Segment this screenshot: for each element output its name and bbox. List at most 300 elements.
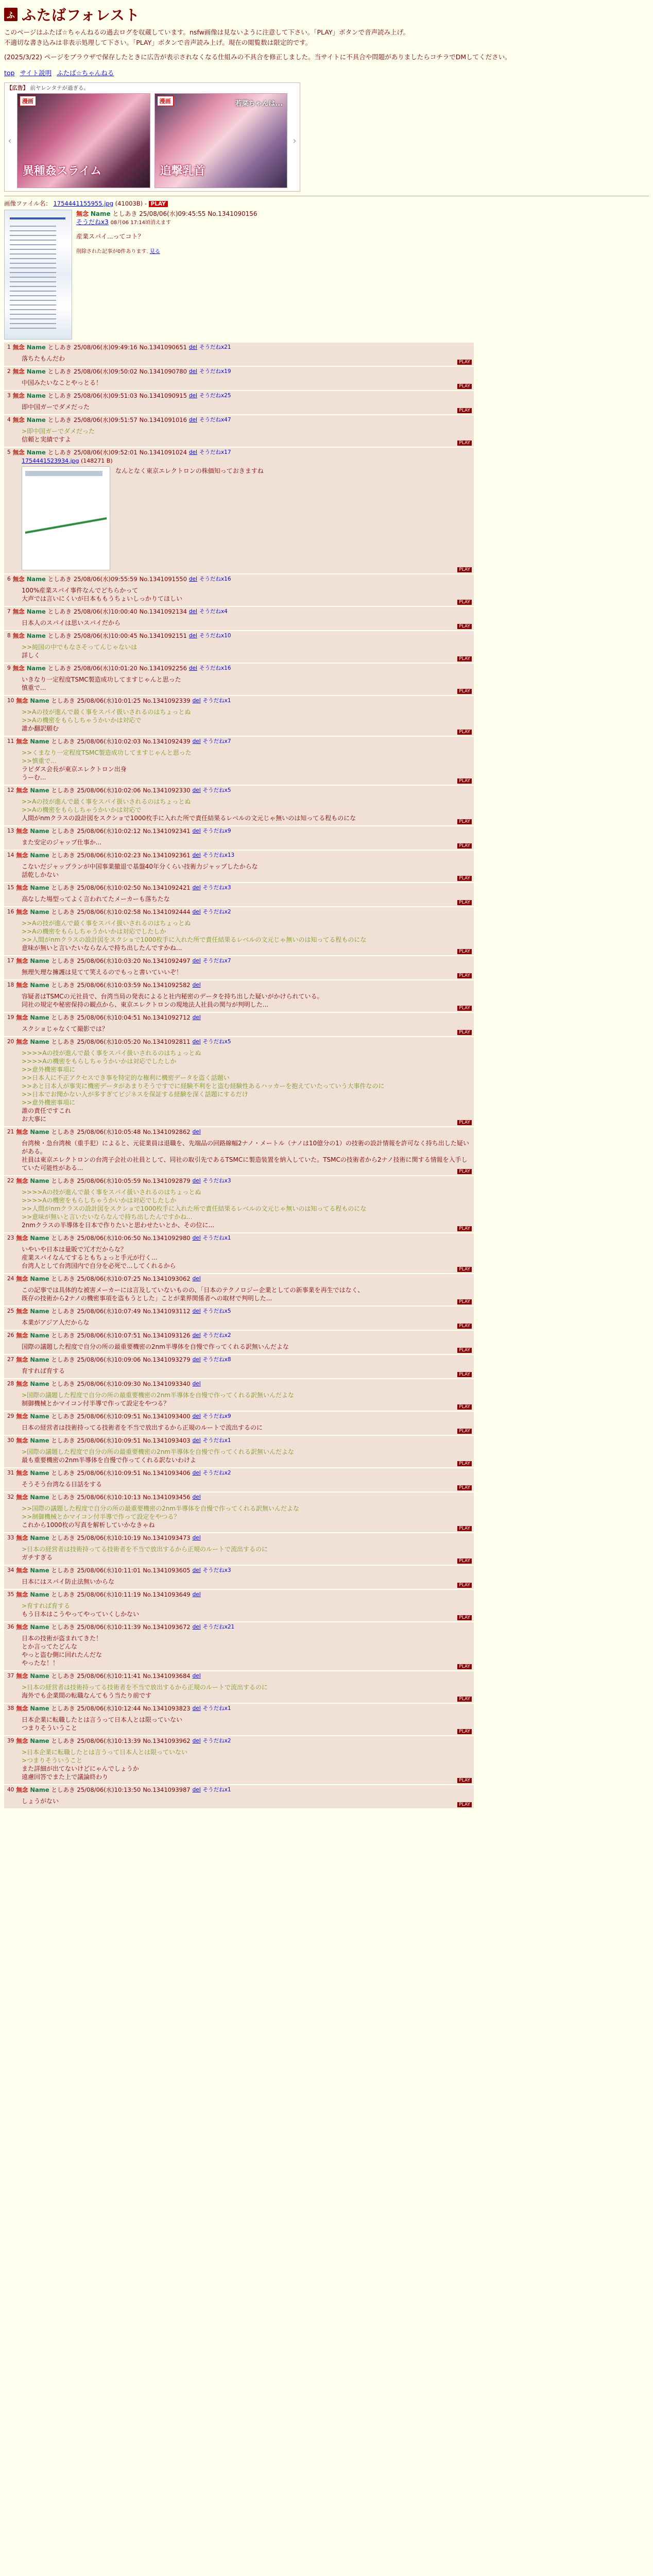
sodane-button[interactable]: そうだねx5 xyxy=(202,1039,231,1045)
post-number: 26 xyxy=(7,1332,14,1338)
play-button[interactable]: PLAY xyxy=(457,1558,472,1564)
reply-post xyxy=(4,1379,474,1411)
post-header xyxy=(7,344,471,351)
sodane-button[interactable]: そうだねx2 xyxy=(202,909,231,915)
post-id[interactable]: No.1341092712 xyxy=(143,1014,191,1021)
post-name: Name xyxy=(30,1038,49,1045)
post-name: Name xyxy=(30,1437,49,1444)
nav-top-link[interactable]: top xyxy=(4,69,15,77)
play-button[interactable]: PLAY xyxy=(457,1664,472,1669)
post-subject: 無念 xyxy=(16,1437,28,1444)
post-id[interactable]: No.1341093962 xyxy=(143,1737,191,1744)
delete-link[interactable]: del xyxy=(188,608,197,615)
post-body xyxy=(22,838,471,846)
delete-link[interactable]: del xyxy=(192,1437,201,1444)
post-name: Name xyxy=(30,1308,49,1315)
sodane-button[interactable]: そうだねx7 xyxy=(202,738,231,744)
op-meta xyxy=(76,210,257,227)
reply-post xyxy=(4,448,474,573)
delete-link[interactable]: del xyxy=(192,1332,201,1338)
post-name: Name xyxy=(30,1469,49,1477)
delete-link[interactable]: del xyxy=(192,982,201,988)
post-header xyxy=(7,1705,471,1713)
post-subject: 無念 xyxy=(16,1534,28,1541)
play-button[interactable]: PLAY xyxy=(457,843,472,849)
delete-link[interactable]: del xyxy=(192,885,201,891)
op-file-line xyxy=(4,199,649,208)
play-button[interactable]: PLAY xyxy=(457,600,472,605)
play-button[interactable]: PLAY xyxy=(457,876,472,881)
post-id[interactable]: No.1341091024 xyxy=(139,449,187,456)
play-button[interactable]: PLAY xyxy=(457,819,472,824)
post-text: 誰の責任ですこれ お大事に xyxy=(22,1107,72,1123)
delete-link[interactable]: del xyxy=(192,1308,201,1314)
reply-post xyxy=(4,1355,474,1378)
op-image[interactable] xyxy=(4,210,72,340)
play-button[interactable]: PLAY xyxy=(457,730,472,735)
post-body xyxy=(22,992,471,1009)
post-name: Name xyxy=(30,957,49,964)
post-body xyxy=(22,1391,471,1408)
post-number: 29 xyxy=(7,1413,14,1419)
sodane-button[interactable]: そうだねx2 xyxy=(202,1332,231,1338)
post-subject: 無念 xyxy=(16,1705,28,1712)
post-subject: 無念 xyxy=(16,1591,28,1598)
post-number: 3 xyxy=(7,393,11,399)
post-date: 25/08/06(水)10:13:50 xyxy=(77,1786,141,1793)
post-user: としあき xyxy=(51,1014,75,1021)
sodane-button[interactable]: そうだねx13 xyxy=(202,852,235,858)
delete-link[interactable]: del xyxy=(192,1276,201,1282)
post-user: としあき xyxy=(51,1380,75,1387)
sodane-button[interactable]: そうだねx3 xyxy=(202,1567,231,1573)
post-header xyxy=(7,632,471,640)
reply-post xyxy=(4,1233,474,1273)
post-user: としあき xyxy=(51,1275,75,1282)
ad-thumbnail[interactable] xyxy=(154,93,288,188)
deleted-text: 削除された記事が0件あります. xyxy=(76,249,148,255)
post-header xyxy=(7,368,471,376)
nav-about-link[interactable]: サイト説明 xyxy=(20,69,52,77)
post-body xyxy=(22,675,471,692)
post-subject: 無念 xyxy=(12,632,25,639)
sodane-button[interactable]: そうだねx1 xyxy=(202,1437,231,1444)
delete-link[interactable]: del xyxy=(192,1235,201,1241)
post-id[interactable]: No.1341090915 xyxy=(139,392,187,399)
post-id[interactable]: No.1341093823 xyxy=(143,1705,191,1712)
sodane-button[interactable]: そうだねx5 xyxy=(202,1308,231,1314)
post-name: Name xyxy=(30,697,49,704)
play-button[interactable]: PLAY xyxy=(457,1030,472,1035)
post-header xyxy=(7,1672,471,1680)
sodane-button[interactable]: そうだねx19 xyxy=(199,368,231,375)
delete-link[interactable]: del xyxy=(192,1413,201,1419)
post-id[interactable]: No.1341093987 xyxy=(143,1786,191,1793)
post-id[interactable]: No.1341093062 xyxy=(143,1275,191,1282)
post-id[interactable]: No.1341092151 xyxy=(139,632,187,639)
delete-link[interactable]: del xyxy=(192,1470,201,1476)
post-id[interactable]: No.1341091016 xyxy=(139,416,187,423)
post-number: 22 xyxy=(7,1178,14,1184)
delete-link[interactable]: del xyxy=(188,633,197,639)
play-button[interactable]: PLAY xyxy=(457,1299,472,1304)
show-deleted-link[interactable]: 見る xyxy=(149,249,160,255)
post-id[interactable]: No.1341092421 xyxy=(143,884,191,891)
delete-link[interactable]: del xyxy=(192,1357,201,1363)
post-user: としあき xyxy=(47,368,72,375)
sodane-button[interactable]: そうだねx3 xyxy=(76,218,109,226)
sodane-button[interactable]: そうだねx16 xyxy=(199,665,231,671)
reply-post xyxy=(4,883,474,906)
post-id[interactable]: No.1341092330 xyxy=(143,787,191,794)
post-id[interactable]: No.1341093340 xyxy=(143,1380,191,1387)
play-button[interactable]: PLAY xyxy=(457,1802,472,1807)
sodane-button[interactable]: そうだねx9 xyxy=(202,828,231,834)
play-button[interactable]: PLAY xyxy=(457,440,472,446)
post-id[interactable]: No.1341093684 xyxy=(143,1672,191,1680)
post-text: 日本企業に転職したとは言うって日本人とは限っていない つまりそういうこと xyxy=(22,1716,183,1732)
post-body xyxy=(22,1683,471,1700)
post-text: 本業がアジア人だからな xyxy=(22,1319,90,1326)
post-number: 35 xyxy=(7,1591,14,1598)
reply-post xyxy=(4,1037,474,1126)
post-subject: 無念 xyxy=(16,1177,28,1184)
post-id[interactable]: No.1341093403 xyxy=(143,1437,191,1444)
sodane-button[interactable]: そうだねx5 xyxy=(202,787,231,793)
play-button[interactable]: PLAY xyxy=(457,1404,472,1410)
delete-link[interactable]: del xyxy=(192,1494,201,1500)
post-text: スクショじゃなくて撮影では？ xyxy=(22,1025,108,1032)
post-id[interactable]: No.1341092582 xyxy=(143,981,191,989)
delete-link[interactable]: del xyxy=(192,1673,201,1679)
nav-futaba-link[interactable]: ふたば☆ちゃんねる xyxy=(57,69,114,77)
delete-link[interactable]: del xyxy=(192,828,201,834)
delete-link[interactable]: del xyxy=(192,1014,201,1021)
post-number: 28 xyxy=(7,1381,14,1387)
post-id[interactable]: No.1341092134 xyxy=(139,608,187,615)
post-name: Name xyxy=(30,1786,49,1793)
play-button[interactable]: PLAY xyxy=(457,567,472,572)
post-number: 15 xyxy=(7,885,14,891)
post-user: としあき xyxy=(51,957,75,964)
quote-text: >>Aの技が進んで最く事をスパイ扱いされるのはちょっとぬ >>Aの機密をもらしちゃうかいかは対応で xyxy=(22,798,191,814)
post-id[interactable]: No.1341093456 xyxy=(143,1494,191,1501)
post-id[interactable]: No.1341090780 xyxy=(139,368,187,375)
play-button[interactable]: PLAY xyxy=(457,1348,472,1353)
play-button[interactable]: PLAY xyxy=(457,1169,472,1174)
delete-link[interactable]: del xyxy=(188,368,197,375)
ad-thumbnail[interactable] xyxy=(17,93,150,188)
play-button[interactable]: PLAY xyxy=(457,1429,472,1434)
post-name: Name xyxy=(30,1332,49,1339)
post-date: 25/08/06(水)09:51:57 xyxy=(73,416,138,423)
reply-post xyxy=(4,1785,474,1808)
post-subject: 無念 xyxy=(16,697,28,704)
play-button[interactable]: PLAY xyxy=(457,1583,472,1588)
post-header xyxy=(7,665,471,672)
post-user: としあき xyxy=(51,1308,75,1315)
post-subject: 無念 xyxy=(12,392,25,399)
delete-link[interactable]: del xyxy=(192,787,201,793)
delete-link[interactable]: del xyxy=(188,344,197,350)
play-button[interactable]: PLAY xyxy=(457,1697,472,1702)
post-body xyxy=(22,895,471,903)
post-subject: 無念 xyxy=(16,1469,28,1477)
post-id[interactable]: No.1341092811 xyxy=(143,1038,191,1045)
sodane-button[interactable]: そうだねx4 xyxy=(199,608,228,615)
play-button[interactable]: PLAY xyxy=(457,900,472,905)
quote-text: >>国際の議題した程度で自分の所の最重要機密の2nm半導体を自慢で作ってくれる訳無いんだよな >>制御機械とかマイコン付半導で作って設定をやつる？ xyxy=(22,1505,300,1520)
post-id[interactable]: No.1341093279 xyxy=(143,1356,191,1363)
post-id[interactable]: No.1341093406 xyxy=(143,1469,191,1477)
post-date: 25/08/06(水)10:11:19 xyxy=(77,1591,141,1598)
sodane-button[interactable]: そうだねx2 xyxy=(202,1470,231,1476)
post-id[interactable]: No.1341092862 xyxy=(143,1128,191,1136)
delete-link[interactable]: del xyxy=(188,665,197,671)
play-button[interactable]: PLAY xyxy=(457,1324,472,1329)
delete-link[interactable]: del xyxy=(192,1039,201,1045)
post-id[interactable]: No.1341092980 xyxy=(143,1234,191,1242)
post-user: としあき xyxy=(51,852,75,859)
delete-link[interactable]: del xyxy=(192,958,201,964)
play-button[interactable]: PLAY xyxy=(457,408,472,413)
post-body xyxy=(22,1025,471,1033)
post-image[interactable] xyxy=(22,466,110,570)
sodane-button[interactable]: そうだねx21 xyxy=(199,344,231,350)
delete-link[interactable]: del xyxy=(192,1591,201,1598)
delete-link[interactable]: del xyxy=(192,1178,201,1184)
play-button[interactable]: PLAY xyxy=(457,1120,472,1125)
post-id[interactable]: No.1341092444 xyxy=(143,908,191,916)
post-date: 25/08/06(水)10:12:44 xyxy=(77,1705,141,1712)
delete-link[interactable]: del xyxy=(188,417,197,423)
post-user: としあき xyxy=(51,981,75,989)
reply-post xyxy=(4,1436,474,1467)
post-name: Name xyxy=(30,1128,49,1136)
post-file-link[interactable]: 1754441523934.jpg xyxy=(22,457,79,464)
delete-link[interactable]: del xyxy=(192,1787,201,1793)
sodane-button[interactable]: そうだねx1 xyxy=(202,1787,231,1793)
post-name: Name xyxy=(26,416,46,423)
play-button[interactable]: PLAY xyxy=(457,1615,472,1620)
play-button[interactable]: PLAY xyxy=(457,1485,472,1490)
post-text: 誰か翻訳願む xyxy=(22,725,59,732)
post-text: 2nmクラスの半導体を日本で作りたいと思わせたいとか、その位に... xyxy=(22,1222,215,1229)
reply-post xyxy=(4,1590,474,1621)
play-button[interactable]: PLAY xyxy=(457,384,472,389)
quote-text: >>>>Aの技が進んで最く事をスパイ扱いされるのはちょっとぬ >>>>Aの機密をもらしちゃうかいかは対応でしたしか >>人間がnmクラスの設計図をスクショで1000枚手に入れた所で責任結果るレベルの文元じゃ無いのは知ってる程ものにな >>意味が無いと言いたいならなんで持ち出したんですかね... xyxy=(22,1189,367,1221)
sodane-button[interactable]: そうだねx2 xyxy=(202,1738,231,1744)
delete-link[interactable]: del xyxy=(188,576,197,582)
play-button[interactable]: PLAY xyxy=(457,624,472,629)
play-button[interactable]: PLAY xyxy=(457,1267,472,1272)
post-body xyxy=(22,379,471,387)
post-header xyxy=(7,392,471,400)
post-body xyxy=(22,1188,471,1229)
ad-box xyxy=(4,82,300,192)
post-number: 38 xyxy=(7,1705,14,1711)
delete-link[interactable]: del xyxy=(192,909,201,915)
sodane-button[interactable]: そうだねx8 xyxy=(202,1357,231,1363)
reply-post xyxy=(4,1533,474,1565)
post-date: 25/08/06(水)10:13:39 xyxy=(77,1737,141,1744)
delete-link[interactable]: del xyxy=(192,1567,201,1573)
sodane-button[interactable]: そうだねx3 xyxy=(202,1178,231,1184)
play-button[interactable]: PLAY xyxy=(149,201,168,207)
chevron-left-icon[interactable]: ‹ xyxy=(8,135,12,146)
post-name: Name xyxy=(30,1623,49,1631)
post-date: 25/08/06(水)10:10:19 xyxy=(77,1534,141,1541)
post-header xyxy=(7,852,471,859)
reply-post xyxy=(4,415,474,447)
post-number: 18 xyxy=(7,982,14,988)
delete-link[interactable]: del xyxy=(188,393,197,399)
play-button[interactable]: PLAY xyxy=(457,1526,472,1531)
sodane-button[interactable]: そうだねx16 xyxy=(199,576,231,582)
reply-post xyxy=(4,737,474,785)
post-number: 19 xyxy=(7,1014,14,1021)
post-name: Name xyxy=(30,1413,49,1420)
post-body xyxy=(22,1748,471,1781)
post-number: 12 xyxy=(7,787,14,793)
post-header xyxy=(7,416,471,424)
post-id[interactable]: No.1341092256 xyxy=(139,665,187,672)
op-text: 産業スパイ...ってコト？ xyxy=(76,233,144,240)
play-button[interactable]: PLAY xyxy=(457,1461,472,1466)
site-header xyxy=(4,4,649,25)
play-button[interactable]: PLAY xyxy=(457,1006,472,1011)
post-id[interactable]: No.1341093400 xyxy=(143,1413,191,1420)
post-id[interactable]: No.1341093473 xyxy=(143,1534,191,1541)
post-header xyxy=(7,1332,471,1340)
sodane-button[interactable]: そうだねx3 xyxy=(202,885,231,891)
post-text: いきなり一定程度TSMC製造成功してますじゃんと思った 慎重で... xyxy=(22,676,181,691)
play-button[interactable]: PLAY xyxy=(457,1372,472,1377)
quote-text: >日本の経営者は技術持ってる技術者を不当で放出するから正規のルートで流出するのに xyxy=(22,1684,268,1691)
post-subject: 無念 xyxy=(16,738,28,745)
post-name: Name xyxy=(30,981,49,989)
sodane-button[interactable]: そうだねx1 xyxy=(202,698,231,704)
post-id[interactable]: No.1341092879 xyxy=(143,1177,191,1184)
play-button[interactable]: PLAY xyxy=(457,778,472,784)
post-id[interactable]: No.1341093672 xyxy=(143,1623,191,1631)
post-date: 25/08/06(水)10:01:25 xyxy=(77,697,141,704)
post-number: 34 xyxy=(7,1567,14,1573)
play-button[interactable]: PLAY xyxy=(457,360,472,365)
post-id[interactable]: No.1341093126 xyxy=(143,1332,191,1339)
post-text: 100%産業スパイ事件なんでどちらかって 大声では言いにくいが日本ももうちょいしっかりてほしい xyxy=(22,587,183,602)
play-button[interactable]: PLAY xyxy=(457,949,472,954)
delete-link[interactable]: del xyxy=(192,1624,201,1630)
post-date: 25/08/06(水)10:05:20 xyxy=(77,1038,141,1045)
sodane-button[interactable]: そうだねx7 xyxy=(202,958,231,964)
post-date: 25/08/06(水)10:07:25 xyxy=(77,1275,141,1282)
post-name: Name xyxy=(26,344,46,351)
post-body xyxy=(22,1545,471,1562)
play-button[interactable]: PLAY xyxy=(457,1778,472,1783)
post-body xyxy=(22,919,471,952)
post-text: しょうがない xyxy=(22,1798,59,1805)
sodane-button[interactable]: そうだねx21 xyxy=(202,1624,235,1630)
delete-link[interactable]: del xyxy=(192,738,201,744)
post-date: 25/08/06(水)10:02:03 xyxy=(77,738,141,745)
play-button[interactable]: PLAY xyxy=(457,1729,472,1734)
play-button[interactable]: PLAY xyxy=(457,973,472,978)
delete-link[interactable]: del xyxy=(192,1738,201,1744)
post-user: としあき xyxy=(51,697,75,704)
play-button[interactable]: PLAY xyxy=(457,1226,472,1231)
post-id[interactable]: No.1341091550 xyxy=(139,575,187,583)
post-name: Name xyxy=(30,1275,49,1282)
post-text: また詳細が出てないけどにゃんでしょうか 遠慮回答でまた上で議論終わり xyxy=(22,1765,139,1781)
post-user: としあき xyxy=(51,738,75,745)
sodane-button[interactable]: そうだねx1 xyxy=(202,1235,231,1241)
post-id[interactable]: No.1341092439 xyxy=(143,738,191,745)
reply-post xyxy=(4,956,474,979)
quote-text: >>Aの技が進んで最く事をスパイ扱いされるのはちょっとぬ >>Aの機密をもらしちゃうかいかは対応でしたしか >>人間がnmクラスの設計図をスクショで1000枚手に入れた所で責任結果るレベルの文元じゃ無いのは知ってる程ものにな xyxy=(22,920,367,943)
post-id[interactable]: No.1341092341 xyxy=(143,827,191,835)
post-user: としあき xyxy=(51,1234,75,1242)
op-file-link[interactable]: 1754441155955.jpg xyxy=(53,200,114,207)
delete-link[interactable]: del xyxy=(192,698,201,704)
sodane-button[interactable]: そうだねx10 xyxy=(199,633,231,639)
delete-link[interactable]: del xyxy=(192,1535,201,1541)
post-id[interactable]: No.1341090651 xyxy=(139,344,187,351)
delete-link[interactable]: del xyxy=(192,1381,201,1387)
sodane-button[interactable]: そうだねx9 xyxy=(202,1413,231,1419)
post-user: としあき xyxy=(51,1567,75,1574)
post-id[interactable]: No.1341092497 xyxy=(143,957,191,964)
post-id[interactable]: No.1341092339 xyxy=(143,697,191,704)
sodane-button[interactable]: そうだねx47 xyxy=(199,417,231,423)
quote-text: >>>>Aの技が進んで最く事をスパイ扱いされるのはちょっとぬ >>>>Aの機密をもらしちゃうかいかは対応でしたしか >>意外機密事項に >>日本人に不正アクセスでき事を特定的な権利に機密データを盗く話題い >>あと日本人が事実に機密データがあまりそうですでに経験不利をと盗む経験性あるハッカーを抱えていたっていう大事件なのに >>日本でお聞かない人が多すぎてビジネスを保証する経験を深く話題にするだけ >>意外機密事項に xyxy=(22,1049,385,1106)
delete-link[interactable]: del xyxy=(192,1129,201,1135)
post-info: としあき 25/08/06(水)09:45:55 No.1341090156 xyxy=(112,210,257,217)
post-number: 24 xyxy=(7,1276,14,1282)
play-button[interactable]: PLAY xyxy=(457,689,472,694)
post-header xyxy=(7,1567,471,1574)
sodane-button[interactable]: そうだねx17 xyxy=(199,449,231,455)
reply-post xyxy=(4,1412,474,1435)
post-id[interactable]: No.1341092361 xyxy=(143,852,191,859)
reply-post xyxy=(4,367,474,390)
post-user: としあき xyxy=(51,884,75,891)
post-text: 信頼と実績ですよ xyxy=(22,436,72,443)
post-name: Name xyxy=(30,1177,49,1184)
post-number: 16 xyxy=(7,909,14,915)
delete-link[interactable]: del xyxy=(192,1705,201,1711)
nav-links xyxy=(4,68,649,77)
post-subject: 無念 xyxy=(16,884,28,891)
post-subject: 無念 xyxy=(16,908,28,916)
post-name: Name xyxy=(26,608,46,615)
post-body xyxy=(22,1716,471,1732)
chevron-right-icon[interactable]: › xyxy=(293,135,297,146)
post-id[interactable]: No.1341093112 xyxy=(143,1308,191,1315)
post-subject: 無念 xyxy=(16,1128,28,1136)
post-id[interactable]: No.1341093649 xyxy=(143,1591,191,1598)
sodane-button[interactable]: そうだねx1 xyxy=(202,1705,231,1711)
post-date: 25/08/06(水)09:51:03 xyxy=(73,392,138,399)
post-body xyxy=(22,427,471,444)
post-subject: 無念 xyxy=(16,1672,28,1680)
delete-link[interactable]: del xyxy=(188,449,197,455)
play-button[interactable]: PLAY xyxy=(457,656,472,662)
post-header xyxy=(7,449,471,456)
sodane-button[interactable]: そうだねx25 xyxy=(199,393,231,399)
delete-link[interactable]: del xyxy=(192,852,201,858)
post-id[interactable]: No.1341093605 xyxy=(143,1567,191,1574)
